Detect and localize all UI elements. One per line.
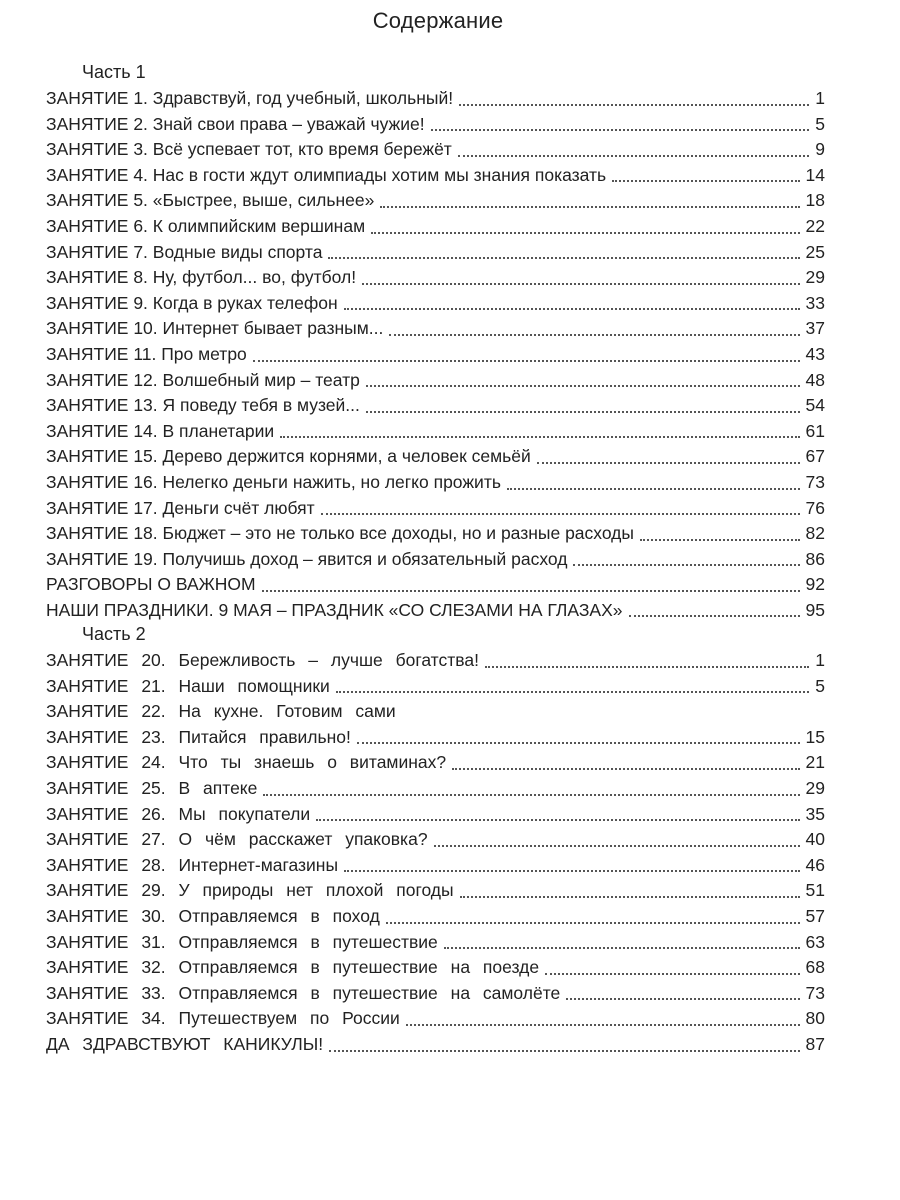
dot-leader [485,665,809,668]
toc-entry-title: ЗАНЯТИЕ 25. В аптеке [46,777,258,798]
toc-entry-title: ЗАНЯТИЕ 8. Ну, футбол... во, футбол! [46,267,357,288]
toc-entry-page-number: 37 [805,318,825,339]
toc-entry-page-number: 5 [815,675,825,696]
dot-leader [444,946,800,949]
toc-entry [46,547,825,573]
toc-entry [46,725,825,751]
toc-entry [46,827,825,853]
toc-entry-page-number: 15 [805,726,825,747]
toc-entry [46,750,825,776]
toc-entry-title: ЗАНЯТИЕ 30. Отправляемся в поход [46,905,380,926]
toc-entry-title: ЗАНЯТИЕ 27. О чём расскажет упаковка? [46,829,428,850]
toc-entry-title: ЗАНЯТИЕ 11. Про метро [46,343,247,364]
toc-entry-title: ЗАНЯТИЕ 10. Интернет бывает разным... [46,318,384,339]
toc-entry [46,214,825,240]
dot-leader [545,972,799,975]
toc-entry-page-number: 21 [805,752,825,773]
toc-entry [46,137,825,163]
toc-entry-page-number: 25 [805,241,825,262]
toc-entry-title: НАШИ ПРАЗДНИКИ. 9 МАЯ – ПРАЗДНИК «СО СЛЕЗАМИ НА ГЛАЗАХ» [46,599,623,620]
toc-entry [46,188,825,214]
dot-leader [262,589,800,592]
toc-entry [46,955,825,981]
dot-leader [460,895,800,898]
toc-entry [46,368,825,394]
dot-leader [389,333,799,336]
toc-entry-page-number: 1 [815,650,825,670]
toc-entry [46,1006,825,1032]
toc-entry-title: РАЗГОВОРЫ О ВАЖНОМ [46,574,256,595]
toc-entry-page-number: 22 [805,215,825,236]
toc-entry [46,291,825,317]
toc-entry-page-number: 18 [805,190,825,211]
dot-leader [366,410,800,413]
toc-entry-page-number: 92 [805,574,825,595]
toc-entry-title: ЗАНЯТИЕ 28. Интернет-магазины [46,854,339,875]
toc-entry [46,572,825,598]
part-1-heading: Часть 1 [82,62,146,82]
dot-leader [402,718,819,719]
toc-entry [46,342,825,368]
toc-entry [46,930,825,956]
toc-entry-title: ЗАНЯТИЕ 12. Волшебный мир – театр [46,369,360,390]
toc-entry-title: ЗАНЯТИЕ 29. У природы нет плохой погоды [46,880,454,901]
toc-entry [46,1032,825,1058]
dot-leader [321,512,800,515]
dot-leader [253,359,800,362]
dot-leader [357,741,800,744]
toc-entry-page-number: 73 [805,471,825,492]
toc-entry [46,444,825,470]
dot-leader [612,179,799,182]
toc-entry-title: ЗАНЯТИЕ 6. К олимпийским вершинам [46,215,366,236]
toc-entry-page-number: 57 [805,905,825,926]
toc-entry-page-number: 14 [805,164,825,185]
toc-entry-page-number: 86 [805,548,825,569]
toc-entry-page-number: 43 [805,343,825,364]
toc-entry [46,674,825,700]
toc-entry-page-number: 67 [805,446,825,467]
toc-entry-title: ЗАНЯТИЕ 31. Отправляемся в путешествие [46,931,438,952]
dot-leader [344,307,800,310]
toc-entry-title: ЗАНЯТИЕ 24. Что ты знаешь о витаминах? [46,752,447,773]
dot-leader [280,435,799,438]
toc-entry [46,802,825,828]
dot-leader [629,614,800,617]
toc-entry-title: ЗАНЯТИЕ 1. Здравствуй, год учебный, школьный! [46,88,454,108]
toc-entry-title: ЗАНЯТИЕ 14. В планетарии [46,420,275,441]
toc-entry [46,981,825,1007]
toc-entry-page-number: 29 [805,267,825,288]
toc-entry-title: ЗАНЯТИЕ 3. Всё успевает тот, кто время бережёт [46,139,452,160]
toc-entry-page-number: 87 [805,1033,825,1054]
toc-entry [46,86,825,112]
dot-leader [362,282,799,285]
dot-leader [566,997,799,1000]
toc-entry [46,699,825,725]
dot-leader [640,538,800,541]
part-2-entries [46,648,825,1058]
part-2-heading: Часть 2 [82,624,146,644]
dot-leader [434,844,800,847]
dot-leader [573,563,799,566]
toc-entry [46,776,825,802]
toc-entry-page-number: 35 [805,803,825,824]
dot-leader [406,1023,800,1026]
dot-leader [537,461,800,464]
toc-entry-page-number: 40 [805,829,825,850]
toc-entry-title: ЗАНЯТИЕ 15. Дерево держится корнями, а человек семьёй [46,446,531,467]
toc-entry-title: ЗАНЯТИЕ 22. На кухне. Готовим сами [46,701,396,722]
toc-entry-title: ЗАНЯТИЕ 5. «Быстрее, выше, сильнее» [46,190,375,211]
toc-entry-title: ЗАНЯТИЕ 7. Водные виды спорта [46,241,323,262]
dot-leader [344,869,799,872]
dot-leader [366,384,800,387]
toc-entry [46,496,825,522]
toc-entry-title: ЗАНЯТИЕ 13. Я поведу тебя в музей... [46,395,360,416]
toc-entry-title: ЗАНЯТИЕ 16. Нелегко деньги нажить, но легко прожить [46,471,501,492]
dot-leader [431,128,810,131]
toc-entry-page-number: 63 [805,931,825,952]
toc-entry [46,521,825,547]
dot-leader [263,793,799,796]
toc-entry-title: ЗАНЯТИЕ 21. Наши помощники [46,675,330,696]
toc-entry-page-number: 95 [805,599,825,620]
dot-leader [452,767,799,770]
toc-entry-title: ЗАНЯТИЕ 18. Бюджет – это не только все доходы, но и разные расходы [46,523,634,544]
toc-entry [46,470,825,496]
dot-leader [386,921,800,924]
dot-leader [328,256,799,259]
toc-entry [46,240,825,266]
toc-entry-page-number: 80 [805,1008,825,1029]
toc-entry-page-number: 48 [805,369,825,390]
toc-entry-title: ДА ЗДРАВСТВУЮТ КАНИКУЛЫ! [46,1033,324,1054]
dot-leader [336,690,809,693]
toc-entry [46,163,825,189]
toc-entry-title: ЗАНЯТИЕ 23. Питайся правильно! [46,726,351,747]
toc-entry-page-number: 5 [815,113,825,134]
toc-entry-page-number: 1 [815,88,825,108]
toc-entry-page-number: 68 [805,957,825,978]
page-title: Содержание [372,8,504,33]
toc-entry-page-number: 9 [815,139,825,160]
toc-entry-title: ЗАНЯТИЕ 2. Знай свои права – уважай чужие! [46,113,425,134]
toc-entry-page-number: 46 [805,854,825,875]
dot-leader [371,231,799,234]
toc-entry-title: ЗАНЯТИЕ 34. Путешествуем по России [46,1008,400,1029]
toc-entry-title: ЗАНЯТИЕ 20. Бережливость – лучше богатства! [46,650,479,670]
part-1-entries [46,86,825,623]
toc-entry-page-number: 82 [805,523,825,544]
toc-entry-title: ЗАНЯТИЕ 32. Отправляемся в путешествие на поезде [46,957,540,978]
toc-entry [46,393,825,419]
dot-leader [316,818,799,821]
toc-entry-title: ЗАНЯТИЕ 17. Деньги счёт любят [46,497,315,518]
toc-entry [46,648,825,674]
toc-entry [46,853,825,879]
dot-leader [459,103,809,106]
dot-leader [507,487,800,490]
dot-leader [380,205,799,208]
dot-leader [458,154,809,157]
toc-entry-title: ЗАНЯТИЕ 33. Отправляемся в путешествие на самолёте [46,982,561,1003]
toc-entry-title: ЗАНЯТИЕ 26. Мы покупатели [46,803,311,824]
toc-entry-title: ЗАНЯТИЕ 9. Когда в руках телефон [46,292,338,313]
dot-leader [329,1049,799,1052]
toc-entry-page-number: 29 [805,777,825,798]
toc-entry [46,904,825,930]
toc-entry-page-number: 61 [805,420,825,441]
toc-entry-page-number: 33 [805,292,825,313]
toc-entry-page-number: 51 [805,880,825,901]
toc-entry-page-number: 76 [805,497,825,518]
toc-entry [46,598,825,624]
toc-entry-page-number: 54 [805,395,825,416]
toc-entry-page-number: 73 [805,982,825,1003]
toc-entry [46,878,825,904]
toc-entry-title: ЗАНЯТИЕ 19. Получишь доход – явится и обязательный расход [46,548,568,569]
toc-entry-title: ЗАНЯТИЕ 4. Нас в гости ждут олимпиады хотим мы знания показать [46,164,607,185]
toc-entry [46,112,825,138]
toc-entry [46,316,825,342]
toc-entry [46,265,825,291]
toc-entry [46,419,825,445]
